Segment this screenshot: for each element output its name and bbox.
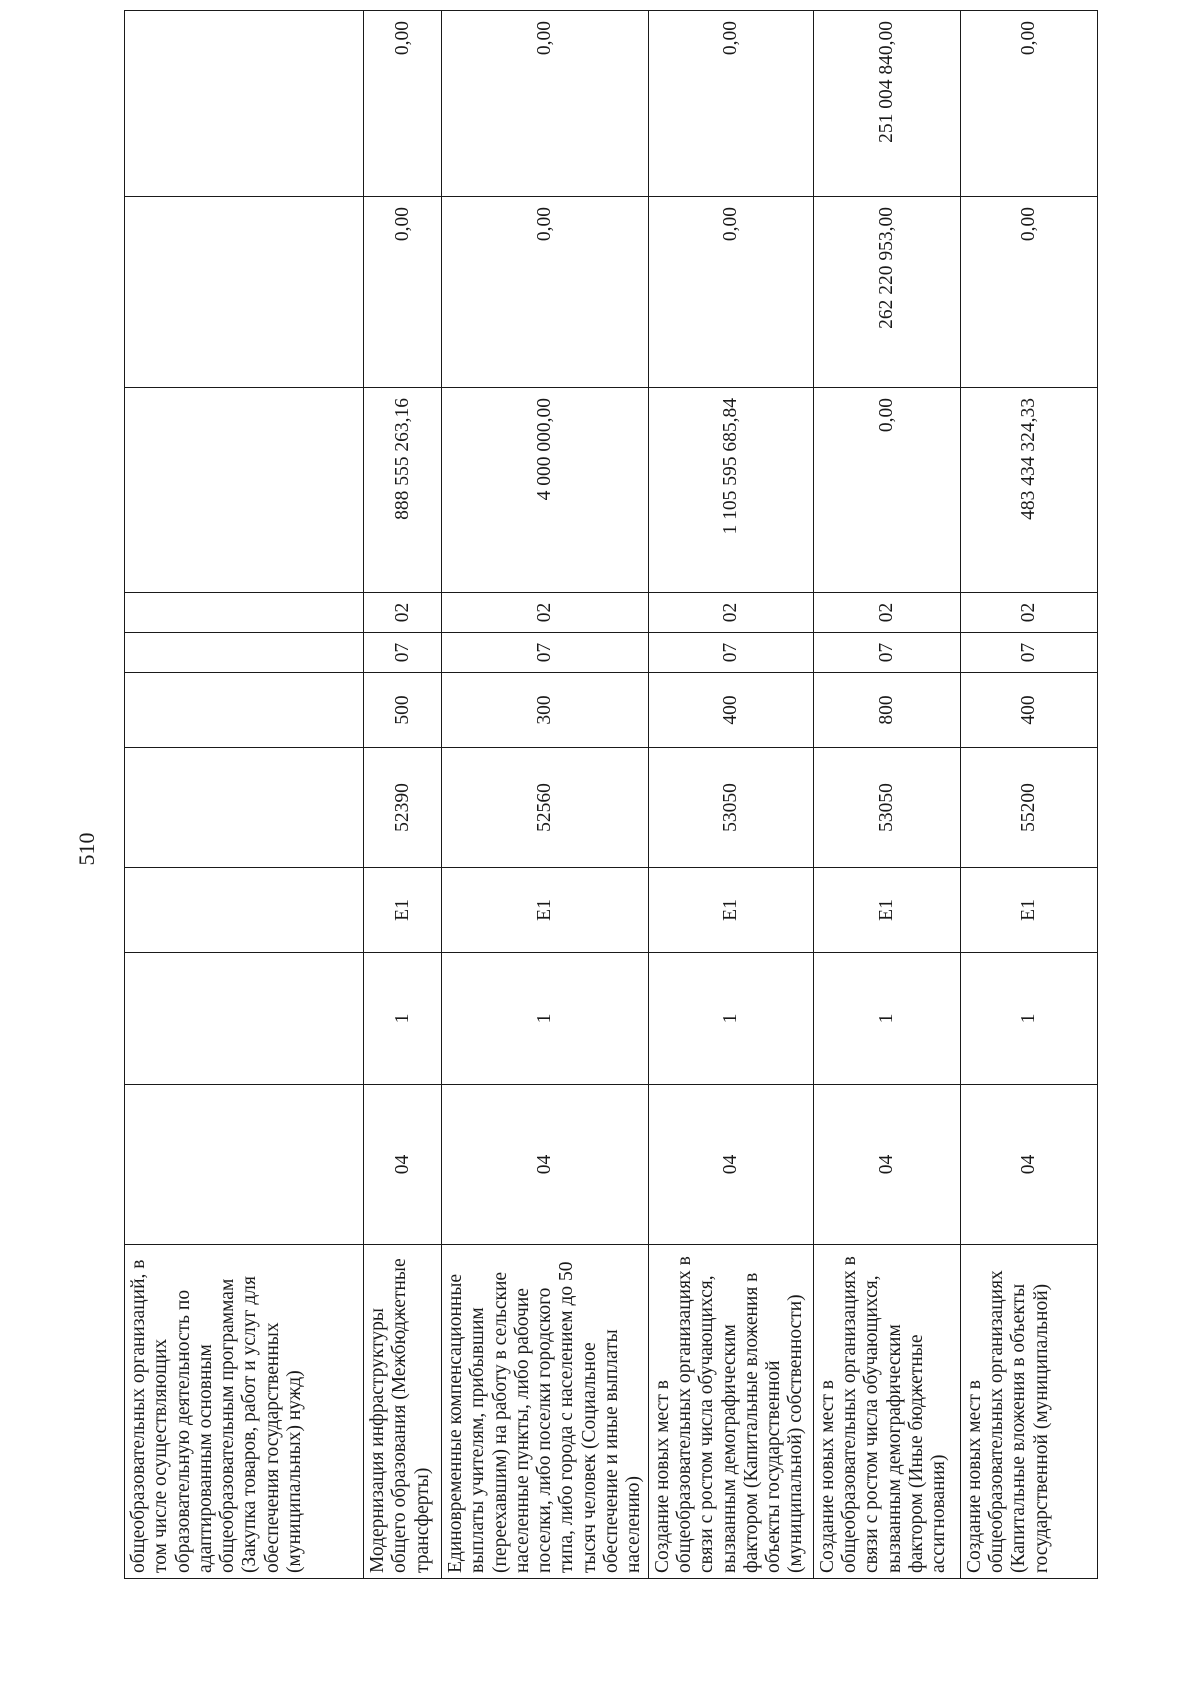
program-code-cell: 04 <box>442 1085 649 1245</box>
expense-type-cell: 500 <box>364 673 442 748</box>
section-code-cell: 07 <box>442 633 649 673</box>
program-code-cell <box>125 1085 364 1245</box>
page-number: 510 <box>74 832 99 866</box>
section-code-cell: 07 <box>960 633 1097 673</box>
table-row <box>648 11 813 1579</box>
section-code-cell: 07 <box>813 633 960 673</box>
amount-year-1-cell: 4 000 000,00 <box>442 388 649 593</box>
subsection-code-cell: 02 <box>813 593 960 633</box>
amount-year-3-cell: 0,00 <box>442 11 649 197</box>
row-description-cell: Создание новых мест в общеобразовательных организациях в связи с ростом числа обучающихся, вызванным демографическим фактором (Капитальные вложения в объекты государственной (муниципальной) собственности) <box>648 1245 813 1579</box>
amount-year-1-cell: 483 434 324,33 <box>960 388 1097 593</box>
amount-year-2-cell: 0,00 <box>364 197 442 388</box>
project-code-cell: E1 <box>960 868 1097 953</box>
amount-year-1-cell: 0,00 <box>813 388 960 593</box>
amount-year-3-cell: 0,00 <box>364 11 442 197</box>
subprogram-code-cell: 1 <box>813 953 960 1085</box>
expense-type-cell <box>125 673 364 748</box>
table-row <box>960 11 1097 1579</box>
amount-year-2-cell <box>125 197 364 388</box>
expense-direction-cell: 52560 <box>442 748 649 868</box>
amount-year-2-cell: 262 220 953,00 <box>813 197 960 388</box>
subprogram-code-cell: 1 <box>648 953 813 1085</box>
program-code-cell: 04 <box>648 1085 813 1245</box>
expense-type-cell: 800 <box>813 673 960 748</box>
subprogram-code-cell: 1 <box>364 953 442 1085</box>
table-body <box>125 11 1098 1579</box>
expense-direction-cell: 53050 <box>813 748 960 868</box>
expense-direction-cell <box>125 748 364 868</box>
row-description-cell: Создание новых мест в общеобразовательных организациях в связи с ростом числа обучающихся, вызванным демографическим фактором (Иные бюджетные ассигнования) <box>813 1245 960 1579</box>
amount-year-3-cell: 0,00 <box>648 11 813 197</box>
program-code-cell: 04 <box>813 1085 960 1245</box>
page-number-area <box>0 0 99 1697</box>
subsection-code-cell <box>125 593 364 633</box>
expense-type-cell: 400 <box>960 673 1097 748</box>
expense-direction-cell: 52390 <box>364 748 442 868</box>
project-code-cell: E1 <box>364 868 442 953</box>
project-code-cell: E1 <box>442 868 649 953</box>
amount-year-3-cell: 251 004 840,00 <box>813 11 960 197</box>
amount-year-2-cell: 0,00 <box>442 197 649 388</box>
subprogram-code-cell: 1 <box>442 953 649 1085</box>
table-row <box>813 11 960 1579</box>
project-code-cell: E1 <box>648 868 813 953</box>
subsection-code-cell: 02 <box>648 593 813 633</box>
row-description-cell: Создание новых мест в общеобразовательных организациях (Капитальные вложения в объекты государственной (муниципальной) <box>960 1245 1097 1579</box>
amount-year-2-cell: 0,00 <box>960 197 1097 388</box>
project-code-cell: E1 <box>813 868 960 953</box>
budget-allocation-table <box>124 10 1098 1579</box>
subsection-code-cell: 02 <box>442 593 649 633</box>
project-code-cell <box>125 868 364 953</box>
row-description-cell: Модернизация инфраструктуры общего образования (Межбюджетные трансферты) <box>364 1245 442 1579</box>
program-code-cell: 04 <box>364 1085 442 1245</box>
amount-year-3-cell: 0,00 <box>960 11 1097 197</box>
amount-year-1-cell: 1 105 595 685,84 <box>648 388 813 593</box>
amount-year-1-cell: 888 555 263,16 <box>364 388 442 593</box>
expense-direction-cell: 55200 <box>960 748 1097 868</box>
expense-type-cell: 300 <box>442 673 649 748</box>
section-code-cell: 07 <box>364 633 442 673</box>
table-row <box>442 11 649 1579</box>
subsection-code-cell: 02 <box>364 593 442 633</box>
section-code-cell: 07 <box>648 633 813 673</box>
amount-year-2-cell: 0,00 <box>648 197 813 388</box>
table-row <box>125 11 364 1579</box>
amount-year-3-cell <box>125 11 364 197</box>
expense-type-cell: 400 <box>648 673 813 748</box>
row-description-cell: Единовременные компенсационные выплаты учителям, прибывшим (переехавшим) на работу в сельские населенные пункты, либо рабочие поселки, либо поселки городского типа, либо города с населением до 50 тысяч человек (Социальное обеспечение и иные выплаты населению) <box>442 1245 649 1579</box>
row-description-cell: общеобразовательных организаций, в том числе осуществляющих образовательную деятельность по адаптированным основным общеобразовательным программам (Закупка товаров, работ и услуг для обеспечения государственных (муниципальных) нужд) <box>125 1245 364 1579</box>
expense-direction-cell: 53050 <box>648 748 813 868</box>
section-code-cell <box>125 633 364 673</box>
subsection-code-cell: 02 <box>960 593 1097 633</box>
program-code-cell: 04 <box>960 1085 1097 1245</box>
subprogram-code-cell <box>125 953 364 1085</box>
table-row <box>364 11 442 1579</box>
subprogram-code-cell: 1 <box>960 953 1097 1085</box>
amount-year-1-cell <box>125 388 364 593</box>
